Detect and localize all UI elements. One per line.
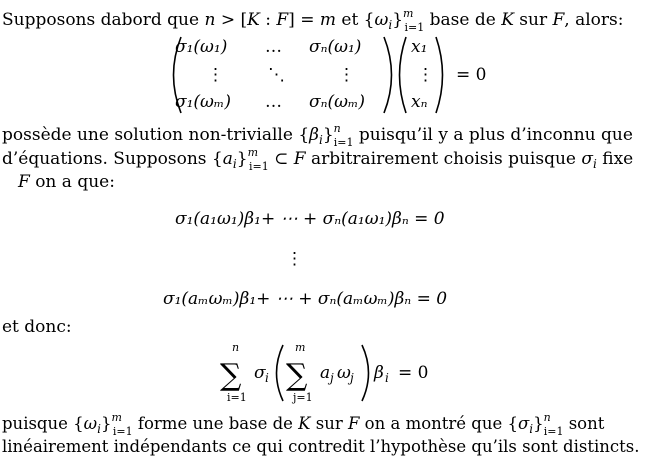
matrix-r1c3: σₙ(ω₁) (309, 37, 362, 57)
system-line-1: σ₁(a₁ω₁)β₁+ ⋯ + σₙ(a₁ω₁)βₙ = 0 (175, 209, 445, 229)
matrix-rhs: = 0 (456, 65, 487, 85)
inner-left-paren (277, 345, 284, 401)
outer-sum-bottom: i=1 (227, 391, 247, 404)
vector-left-paren (400, 37, 407, 113)
sum-beta: β (374, 363, 384, 383)
sum-equation (220, 341, 428, 404)
sum-sigma: σ (254, 363, 266, 383)
paragraph-intro: Supposons dabord que n > [K : F] = m et $\{\omega_i\}^m$ i=1 base de K sur F, alors: (2, 7, 624, 34)
matrix-r2c2: ⋱ (268, 65, 285, 85)
inner-sum-bottom: j=1 (293, 391, 313, 404)
outer-sum-top: n (232, 341, 240, 354)
paragraph-conclusion-line1: puisque $\{\omega_i\}^m$ i=1 forme une base de K sur F on a montré que $\{\sigma_i\}^n$ i=1 sont (2, 411, 605, 438)
matrix-r1c1: σ₁(ω₁) (175, 37, 228, 57)
system-vdots: ⋮ (286, 249, 303, 269)
vector-right-paren (436, 37, 443, 113)
matrix-r2c3: ⋮ (338, 65, 355, 85)
paragraph-nontrivial-line3: F on a que: (18, 172, 115, 192)
matrix-r3c1: σ₁(ωₘ) (175, 92, 231, 112)
sum-omega: ω (337, 363, 351, 383)
sum-a: a (320, 363, 331, 383)
inner-right-paren (362, 345, 369, 401)
outer-sum-sign: ∑ (220, 358, 242, 393)
paragraph-nontrivial-line2: d’équations. Supposons $\{a_i\}^m$ i=1 ⊂ F arbitrairement choisis puisque $\sigma_i$ fixe (2, 146, 634, 173)
sum-rhs: = 0 (398, 363, 429, 383)
paragraph-et-donc: et donc: (2, 317, 72, 337)
sum-beta-sub: i (385, 371, 389, 385)
inner-sum-top: m (295, 341, 306, 354)
paragraph-conclusion-line2: linéairement indépendants ce qui contredit l’hypothèse qu’ils sont distincts. (2, 437, 640, 456)
system-line-m: σ₁(aₘωₘ)β₁+ ⋯ + σₙ(aₘωₘ)βₙ = 0 (163, 289, 448, 309)
matrix-r1c2: … (265, 37, 282, 57)
matrix-right-paren (384, 37, 392, 113)
sum-a-sub: j (330, 371, 334, 385)
matrix-r3c2: … (265, 92, 282, 112)
sum-omega-sub: j (350, 371, 354, 385)
matrix-equation (174, 37, 487, 113)
equation-system (163, 209, 447, 309)
vector-dots: ⋮ (417, 65, 434, 85)
matrix-r3c3: σₙ(ωₘ) (309, 92, 366, 112)
vector-xn: xₙ (411, 92, 428, 112)
paragraph-nontrivial-line1: possède une solution non-trivialle $\{\beta_i\}^n$ i=1 puisqu’il y a plus d’inconnu que (2, 122, 633, 149)
inner-sum-sign: ∑ (286, 358, 308, 393)
matrix-r2c1: ⋮ (207, 65, 224, 85)
sum-sigma-sub: i (265, 371, 269, 385)
vector-x1: x₁ (411, 37, 428, 57)
